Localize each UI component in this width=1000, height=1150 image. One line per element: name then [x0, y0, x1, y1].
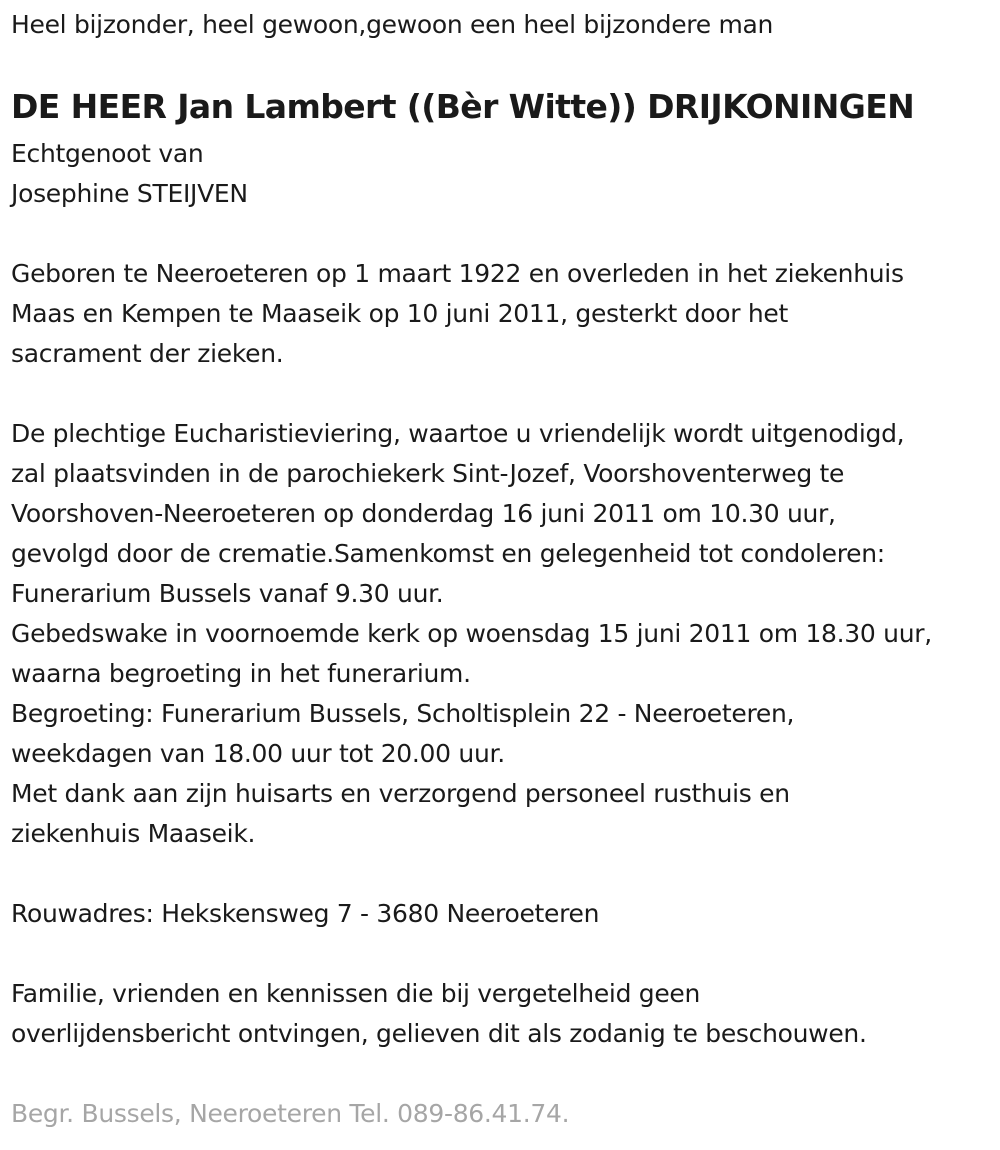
- birth-death-line: sacrament der zieken.: [11, 339, 284, 368]
- spouse-section: [11, 134, 248, 214]
- ceremony-line: Begroeting: Funerarium Bussels, Scholtisplein 22 - Neeroeteren,: [11, 699, 795, 728]
- closing-note-section: [11, 974, 867, 1054]
- motto: Heel bijzonder, heel gewoon,gewoon een heel bijzondere man: [11, 10, 774, 39]
- mourning-address-section: [11, 894, 599, 934]
- ceremony-line: De plechtige Eucharistieviering, waartoe u vriendelijk wordt uitgenodigd,: [11, 419, 905, 448]
- spouse-line: Josephine STEIJVEN: [11, 179, 248, 208]
- spouse-line: Echtgenoot van: [11, 139, 204, 168]
- ceremony-line: weekdagen van 18.00 uur tot 20.00 uur.: [11, 739, 505, 768]
- ceremony-line: Met dank aan zijn huisarts en verzorgend personeel rusthuis en: [11, 779, 790, 808]
- ceremony-section: [11, 414, 932, 854]
- deceased-name: DE HEER Jan Lambert ((Bèr Witte)) DRIJKONINGEN: [11, 87, 915, 126]
- funeral-home-footer: Begr. Bussels, Neeroeteren Tel. 089-86.41.74.: [11, 1099, 570, 1128]
- closing-note-line: Familie, vrienden en kennissen die bij vergetelheid geen: [11, 979, 701, 1008]
- birth-death-line: Maas en Kempen te Maaseik op 10 juni 2011, gesterkt door het: [11, 299, 788, 328]
- ceremony-line: Gebedswake in voornoemde kerk op woensdag 15 juni 2011 om 18.30 uur,: [11, 619, 932, 648]
- mourning-address: Rouwadres: Hekskensweg 7 - 3680 Neeroeteren: [11, 899, 600, 928]
- ceremony-line: Voorshoven-Neeroeteren op donderdag 16 juni 2011 om 10.30 uur,: [11, 499, 836, 528]
- ceremony-line: Funerarium Bussels vanaf 9.30 uur.: [11, 579, 444, 608]
- ceremony-line: ziekenhuis Maaseik.: [11, 819, 256, 848]
- ceremony-line: zal plaatsvinden in de parochiekerk Sint-Jozef, Voorshoventerweg te: [11, 459, 845, 488]
- ceremony-line: waarna begroeting in het funerarium.: [11, 659, 471, 688]
- closing-note-line: overlijdensbericht ontvingen, gelieven dit als zodanig te beschouwen.: [11, 1019, 867, 1048]
- ceremony-line: gevolgd door de crematie.Samenkomst en gelegenheid tot condoleren:: [11, 539, 885, 568]
- birth-death-line: Geboren te Neeroeteren op 1 maart 1922 en overleden in het ziekenhuis: [11, 259, 904, 288]
- birth-death-section: [11, 254, 904, 374]
